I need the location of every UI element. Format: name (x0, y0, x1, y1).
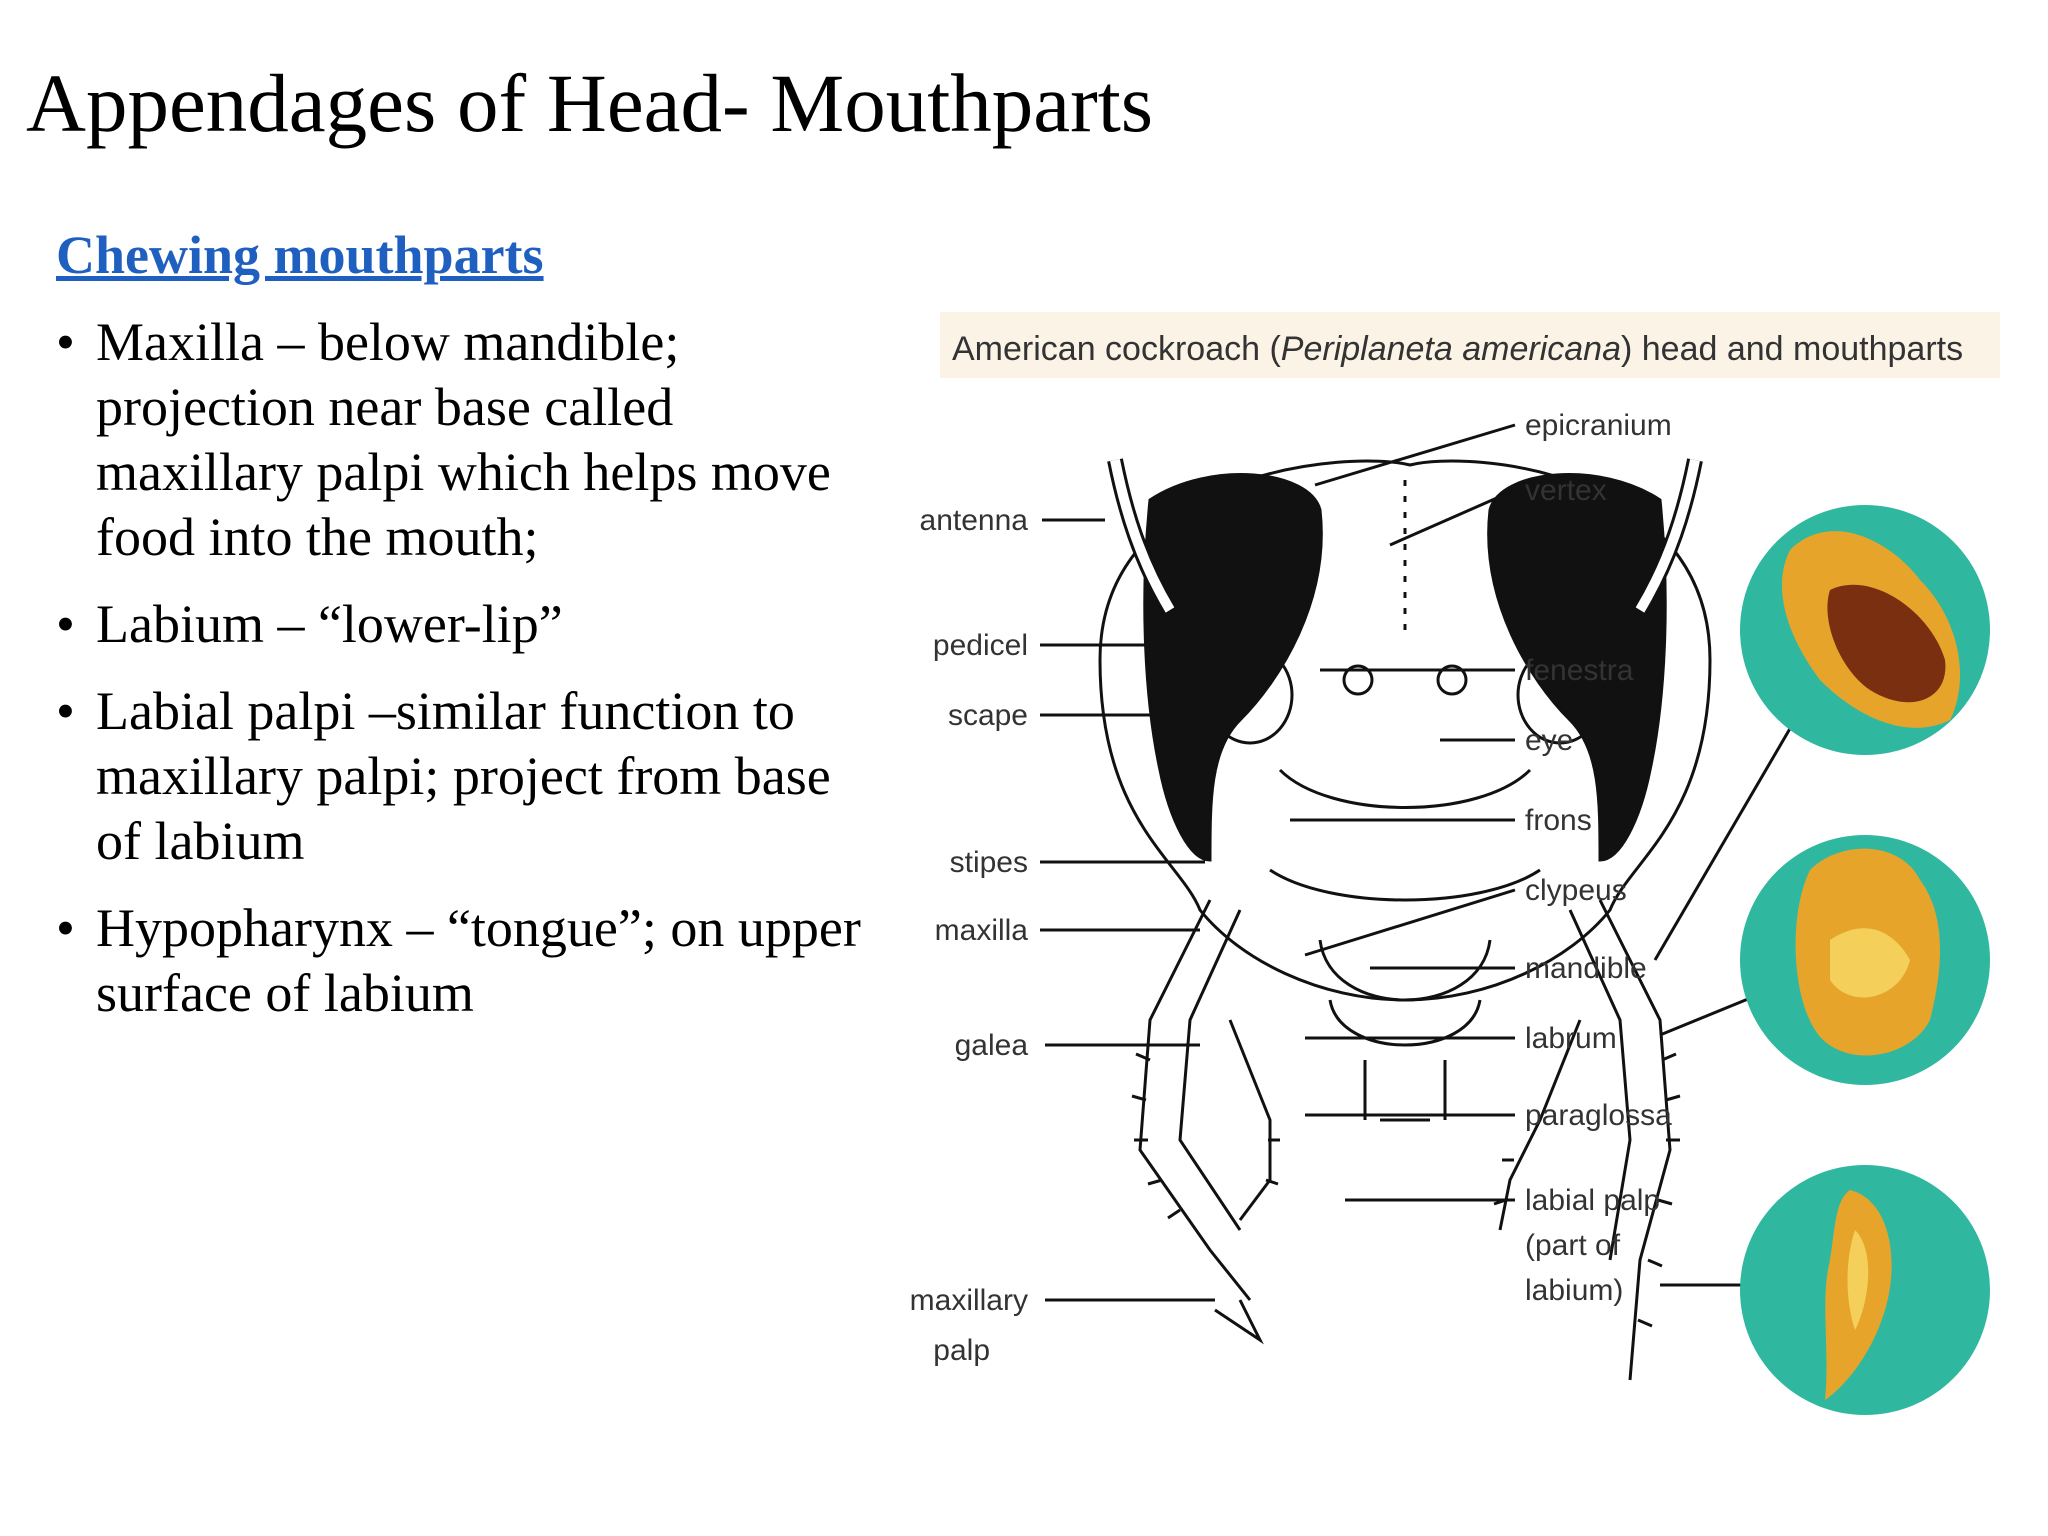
label-pedicel: pedicel (932, 629, 1028, 662)
label-maxilla: maxilla (934, 914, 1028, 947)
bullet-item (56, 679, 876, 874)
bullet-item (56, 592, 876, 657)
bullet-marker: • (56, 681, 75, 741)
label-maxillary: maxillary (910, 1284, 1028, 1317)
specimen-photo-middle (1740, 835, 1990, 1085)
bullet-marker: • (56, 898, 75, 958)
bullet-text: Labium – “lower-lip” (96, 594, 563, 654)
bullet-marker: • (56, 312, 75, 372)
bullet-item (56, 310, 876, 570)
label-stipes: stipes (949, 846, 1028, 879)
label-mandible: mandible (1525, 952, 1647, 985)
label-galea: galea (954, 1029, 1028, 1062)
bullet-text: Labial palpi –similar function to maxillary palpi; project from base of labium (96, 681, 831, 871)
cockroach-head-figure (910, 300, 2040, 1450)
label-vertex: vertex (1525, 474, 1607, 507)
label-labrum: labrum (1525, 1022, 1617, 1055)
left-labels (910, 504, 1028, 1367)
specimen-photo-bottom (1740, 1165, 1990, 1415)
section-heading: Chewing mouthparts (56, 225, 544, 285)
bullet-text: Hypopharynx – “tongue”; on upper surface of labium (96, 898, 861, 1023)
label-paraglossa: paraglossa (1525, 1099, 1672, 1132)
label-clypeus: clypeus (1525, 874, 1627, 907)
label-antenna: antenna (919, 504, 1028, 537)
slide-title: Appendages of Head- Mouthparts (26, 57, 1154, 149)
label-part-of: (part of (1525, 1229, 1621, 1262)
label-labium: labium) (1525, 1274, 1624, 1307)
figure-drawing (910, 300, 2040, 1450)
bullet-list (56, 310, 876, 1048)
label-frons: frons (1525, 804, 1592, 837)
label-fenestra: fenestra (1525, 654, 1634, 687)
label-epicranium: epicranium (1525, 409, 1672, 442)
bullet-marker: • (56, 594, 75, 654)
bullet-item (56, 896, 876, 1026)
label-palp: palp (933, 1334, 990, 1367)
bullet-text: Maxilla – below mandible; projection near base called maxillary palpi which helps move food into the mouth; (96, 312, 831, 567)
label-scape: scape (947, 699, 1028, 732)
label-eye: eye (1525, 724, 1574, 757)
figure-caption: American cockroach (Periplaneta americana) head and mouthparts (952, 330, 1964, 368)
specimen-photo-top (1740, 505, 1990, 755)
label-labial-palp: labial palp (1525, 1184, 1661, 1217)
